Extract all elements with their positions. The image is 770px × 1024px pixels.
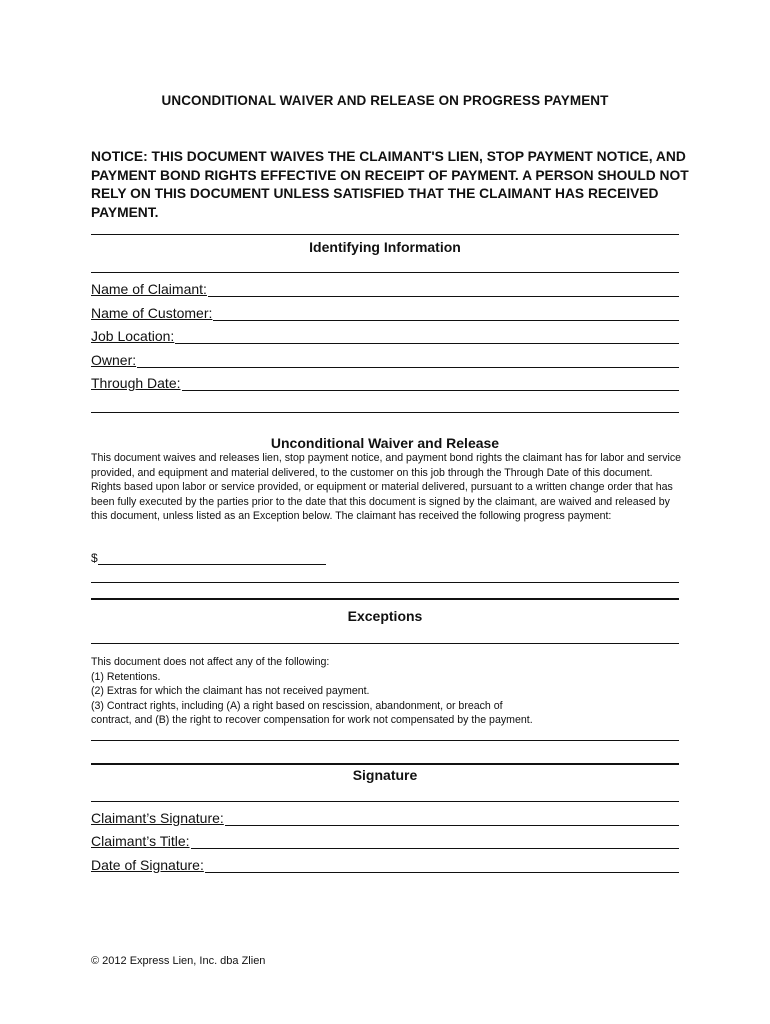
field-line — [182, 375, 680, 391]
amount-line — [98, 552, 326, 565]
field-line — [191, 833, 679, 849]
divider — [91, 740, 679, 741]
divider — [91, 801, 679, 802]
divider — [91, 234, 679, 235]
notice-text: NOTICE: THIS DOCUMENT WAIVES THE CLAIMANT'S LIEN, STOP PAYMENT NOTICE, AND PAYMENT BOND RIGHTS EFFECTIVE ON RECEIPT OF PAYMENT. A PERSON SHOULD NOT RELY ON THIS DOCUMENT UNLESS SATISFIED THAT THE CLAIMANT HAS RECEIVED PAYMENT. — [91, 149, 689, 220]
exception-item: (3) Contract rights, including (A) a right based on rescission, abandonment, or breach of — [91, 699, 503, 712]
job-location-field[interactable] — [91, 327, 679, 344]
divider — [91, 412, 679, 413]
divider — [91, 643, 679, 644]
document-title: UNCONDITIONAL WAIVER AND RELEASE ON PROGRESS PAYMENT — [161, 93, 609, 108]
claimant-signature-field[interactable] — [91, 809, 679, 826]
exceptions-intro: This document does not affect any of the following: — [91, 656, 330, 668]
claimant-title-field[interactable] — [91, 832, 679, 849]
exception-item: (1) Retentions. — [91, 670, 161, 683]
field-line — [213, 305, 679, 321]
divider — [91, 598, 679, 600]
owner-field[interactable] — [91, 351, 679, 368]
field-label: Job Location: — [91, 328, 175, 344]
customer-name-field[interactable] — [91, 304, 679, 321]
signature-date-field[interactable] — [91, 856, 679, 873]
field-line — [175, 328, 679, 344]
field-label: Name of Claimant: — [91, 281, 207, 297]
field-label: Date of Signature: — [91, 857, 204, 873]
waiver-body: This document waives and releases lien, stop payment notice, and payment bond rights the claimant has for labor and service provided, and equipment and material delivered, to the customer on this job through the Through Date of this document. Rights based upon labor or service provided, or equipment or material delivered, pursuant to a written change order that has been fully executed by the parties prior to the date that this document is signed by the claimant, are waived and released by this document, unless listed as an Exception below. The claimant has received the following progress payment: — [91, 452, 682, 523]
field-label: Through Date: — [91, 375, 181, 391]
signature-heading: Signature — [352, 767, 418, 783]
exceptions-list — [91, 655, 683, 728]
field-label: Claimant’s Signature: — [91, 810, 224, 826]
identifying-heading: Identifying Information — [309, 239, 461, 255]
divider — [91, 272, 679, 273]
exceptions-heading: Exceptions — [347, 608, 423, 624]
exception-item: contract, and (B) the right to recover compensation for work not compensated by the payment. — [91, 714, 533, 727]
field-label: Name of Customer: — [91, 305, 213, 321]
field-label: Claimant’s Title: — [91, 833, 190, 849]
field-label: Owner: — [91, 352, 137, 368]
claimant-name-field[interactable] — [91, 280, 679, 297]
currency-symbol: $ — [91, 551, 98, 565]
field-line — [225, 810, 679, 826]
field-line — [205, 857, 679, 873]
exception-item: (2) Extras for which the claimant has not received payment. — [91, 685, 370, 698]
waiver-heading: Unconditional Waiver and Release — [270, 435, 500, 451]
divider — [91, 763, 679, 765]
through-date-field[interactable] — [91, 374, 679, 391]
field-line — [208, 281, 679, 297]
divider — [91, 582, 679, 583]
payment-amount-field[interactable] — [91, 551, 326, 565]
field-line — [137, 352, 679, 368]
copyright-footer: © 2012 Express Lien, Inc. dba Zlien — [91, 955, 266, 967]
